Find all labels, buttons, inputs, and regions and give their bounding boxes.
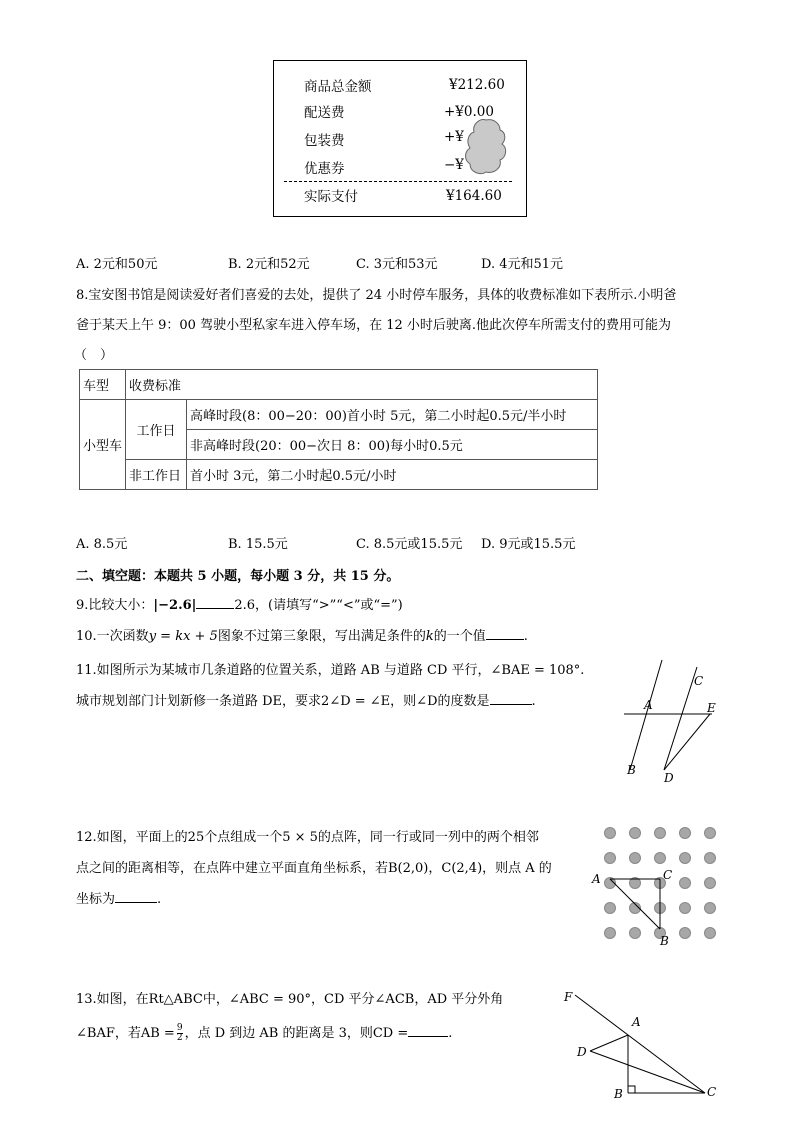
point-label-d: D	[577, 1045, 587, 1059]
smudge-cloud-icon	[464, 116, 508, 178]
segment-ad	[590, 1035, 628, 1051]
question-10: 10.一次函数y = kx + 5图象不过第三象限，写出满足条件的k的一个值 .	[76, 629, 528, 644]
option-a: A. 2元和50元	[76, 257, 158, 272]
q10-text: 图象不过第三象限，写出满足条件的	[217, 629, 426, 644]
receipt-label: 配送费	[304, 105, 345, 121]
q10-formula: y = kx + 5	[148, 629, 218, 644]
q13-text: ，点 D 到边 AB 的距离是 3，则CD =	[184, 1026, 409, 1041]
option-d: D. 4元和51元	[481, 257, 564, 272]
offpeak-rule-cell: 非高峰时段(20：00−次日 8：00)每小时0.5元	[187, 430, 598, 460]
receipt-value: +¥0.00	[444, 104, 494, 120]
receipt-value: ¥164.60	[446, 188, 502, 204]
option-b: B. 2元和52元	[228, 257, 310, 272]
receipt-value: +¥	[444, 129, 464, 145]
workday-cell: 工作日	[126, 400, 187, 460]
option-b: B. 15.5元	[228, 537, 288, 552]
right-angle-mark	[628, 1086, 635, 1093]
receipt-label: 优惠券	[304, 161, 345, 177]
nonworkday-rule-cell: 首小时 3元，第二小时起0.5元/小时	[187, 460, 598, 490]
line-fc	[575, 995, 705, 1093]
question-8-line: 8.宝安图书馆是阅读爱好者们喜爱的去处，提供了 24 小时停车服务，具体的收费标准如下表所示.小明爸	[76, 288, 677, 303]
point-label-c: C	[694, 674, 704, 688]
dashed-divider	[284, 181, 512, 182]
road-de	[664, 714, 710, 770]
point-label-c: C	[663, 868, 673, 882]
fraction-denominator: 2	[176, 1033, 183, 1043]
point-label-b: B	[614, 1087, 623, 1101]
point-label-f: F	[564, 990, 573, 1004]
question-13-line: 13.如图，在Rt△ABC中，∠ABC = 90°，CD 平分∠ACB，AD 平分外角	[76, 992, 504, 1007]
point-label-a: A	[592, 872, 601, 886]
fee-table	[79, 369, 598, 490]
receipt-label: 包装费	[304, 133, 345, 149]
question-11-line: 城市规划部门计划新修一条道路 DE，要求2∠D = ∠E，则∠D的度数是 .	[76, 694, 536, 709]
road-cd	[664, 667, 697, 770]
point-label-a: A	[632, 1015, 641, 1029]
receipt-box	[273, 60, 527, 217]
segment-dc	[590, 1051, 705, 1093]
question-12-line: 坐标为 .	[76, 892, 162, 907]
receipt-label: 实际支付	[304, 189, 358, 205]
answer-blank[interactable]	[490, 692, 532, 705]
point-label-e: E	[707, 701, 716, 715]
answer-blank[interactable]	[408, 1024, 448, 1037]
question-13-line: ∠BAF，若AB = $\frac{9}{2}$ ，点 D 到边 AB 的距离是 3，则CD = .	[76, 1023, 453, 1043]
point-label-d: D	[664, 771, 674, 785]
question-12-line: 12.如图，平面上的25个点组成一个5 × 5的点阵，同一行或同一列中的两个相邻	[76, 830, 539, 845]
receipt-value: ¥212.60	[449, 77, 505, 93]
q10-var: k	[425, 629, 434, 644]
fraction	[177, 1024, 183, 1043]
receipt-value: −¥	[444, 157, 464, 173]
point-label-a: A	[644, 698, 653, 712]
option-a: A. 8.5元	[76, 537, 128, 552]
receipt-label: 商品总金额	[304, 79, 372, 95]
q12-text: 坐标为	[76, 892, 116, 907]
q9-text: 2.6，(请填写“>”“<”或“=”)	[234, 598, 403, 613]
question-12-line: 点之间的距离相等，在点阵中建立平面直角坐标系，若B(2,0)，C(2,4)，则点 A 的	[76, 861, 552, 876]
question-8-line: 爸于某天上午 9：00 驾驶小型私家车进入停车场，在 12 小时后驶离.他此次停车所需支付的费用可能为	[76, 318, 672, 333]
option-c: C. 8.5元或15.5元	[356, 537, 463, 552]
question-11-line: 11.如图所示为某城市几条道路的位置关系，道路 AB 与道路 CD 平行，∠BAE = 108°.	[76, 663, 585, 678]
option-c: C. 3元和53元	[356, 257, 438, 272]
q13-text: ∠BAF，若AB =	[76, 1026, 175, 1041]
q9-abs-value: |−2.6|	[153, 598, 197, 613]
header-fee-standard: 收费标准	[126, 370, 598, 400]
point-label-b: B	[627, 763, 636, 777]
header-car-type: 车型	[80, 370, 126, 400]
lattice-triangle	[604, 827, 714, 937]
option-d: D. 9元或15.5元	[481, 537, 576, 552]
answer-blank[interactable]	[486, 627, 524, 640]
point-label-c: C	[707, 1085, 717, 1099]
nonworkday-cell: 非工作日	[126, 460, 187, 490]
fraction-numerator: 9	[176, 1023, 183, 1033]
question-9	[76, 594, 403, 613]
answer-blank[interactable]	[196, 596, 234, 609]
q11-text: 城市规划部门计划新修一条道路 DE，要求2∠D = ∠E，则∠D的度数是	[76, 694, 490, 709]
point-label-b: B	[660, 934, 669, 948]
road-figure	[600, 655, 730, 790]
peak-rule-cell: 高峰时段(8：00−20：00)首小时 5元，第二小时起0.5元/半小时	[187, 400, 598, 430]
car-type-cell: 小型车	[80, 400, 126, 490]
q9-text: 9.比较大小：	[76, 598, 154, 613]
answer-paren: （ ）	[74, 348, 114, 363]
answer-blank[interactable]	[115, 890, 157, 903]
q10-text: 的一个值	[433, 629, 486, 644]
section-heading: 二、填空题：本题共 5 小题，每小题 3 分，共 15 分。	[76, 569, 400, 584]
q10-text: 10.一次函数	[76, 629, 149, 644]
road-ab	[630, 660, 662, 770]
